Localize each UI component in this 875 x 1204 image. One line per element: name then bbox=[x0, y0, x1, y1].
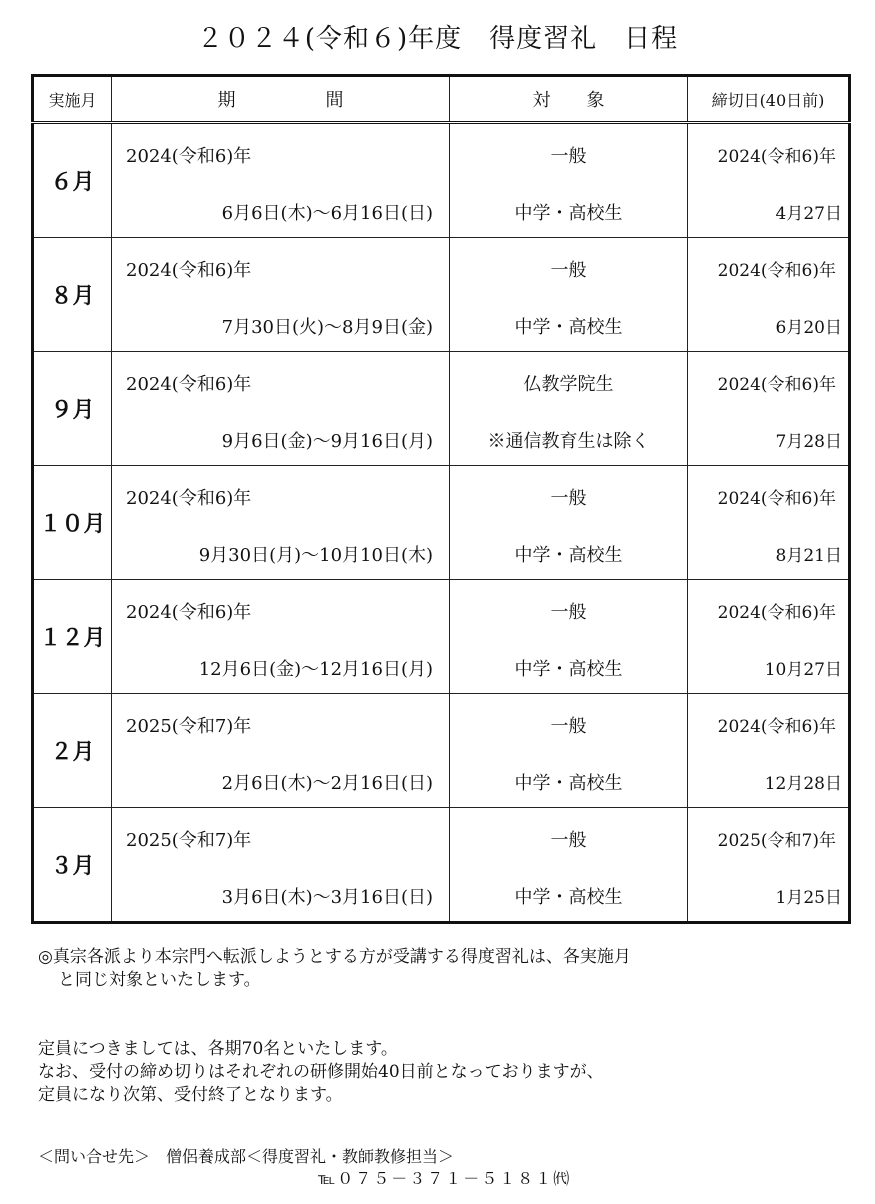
cell-target bbox=[450, 694, 688, 808]
cell-target bbox=[450, 580, 688, 694]
target-secondary: 中学・高校生 bbox=[514, 317, 623, 338]
deadline-date: 12月28日 bbox=[764, 774, 842, 794]
header-period: 期 間 bbox=[112, 76, 450, 123]
cell-period bbox=[112, 352, 450, 466]
target-secondary: 中学・高校生 bbox=[514, 545, 623, 566]
cell-period bbox=[112, 580, 450, 694]
cell-target bbox=[450, 808, 688, 923]
cell-period bbox=[112, 694, 450, 808]
cell-deadline bbox=[688, 238, 850, 352]
deadline-date: 1月25日 bbox=[775, 888, 842, 908]
note-capacity-line3: 定員になり次第、受付終了となります。 bbox=[38, 1085, 343, 1105]
cell-period bbox=[112, 123, 450, 238]
deadline-date: 6月20日 bbox=[775, 318, 842, 338]
period-year: 2025(令和7)年 bbox=[126, 716, 252, 737]
note-capacity bbox=[38, 1038, 604, 1107]
deadline-date: 7月28日 bbox=[775, 432, 842, 452]
deadline-year: 2024(令和6)年 bbox=[717, 375, 836, 395]
cell-period bbox=[112, 466, 450, 580]
cell-period bbox=[112, 808, 450, 923]
period-year: 2024(令和6)年 bbox=[126, 260, 252, 281]
deadline-year: 2024(令和6)年 bbox=[717, 603, 836, 623]
target-primary: 仏教学院生 bbox=[523, 374, 614, 395]
period-range: 3月6日(木)～3月16日(日) bbox=[221, 887, 433, 908]
period-year: 2024(令和6)年 bbox=[126, 374, 252, 395]
deadline-date: 4月27日 bbox=[775, 204, 842, 224]
deadline-year: 2025(令和7)年 bbox=[717, 831, 836, 851]
cell-deadline bbox=[688, 352, 850, 466]
table-header-row bbox=[33, 76, 850, 123]
period-range: 9月6日(金)～9月16日(月) bbox=[221, 431, 433, 452]
period-year: 2024(令和6)年 bbox=[126, 602, 252, 623]
period-year: 2024(令和6)年 bbox=[126, 146, 252, 167]
header-target: 対 象 bbox=[450, 76, 688, 123]
cell-target bbox=[450, 123, 688, 238]
cell-deadline bbox=[688, 466, 850, 580]
target-secondary: 中学・高校生 bbox=[514, 887, 623, 908]
contact-info: ＜問い合せ先＞ 僧侶養成部＜得度習礼・教師教修担当＞ bbox=[38, 1147, 455, 1166]
cell-deadline bbox=[688, 580, 850, 694]
deadline-year: 2024(令和6)年 bbox=[717, 717, 836, 737]
cell-month: ８月 bbox=[33, 238, 112, 352]
deadline-date: 10月27日 bbox=[764, 660, 842, 680]
note-transfer-line1: ◎真宗各派より本宗門へ転派しようとする方が受講する得度習礼は、各実施月 bbox=[38, 947, 631, 967]
cell-month: ３月 bbox=[33, 808, 112, 923]
period-range: 12月6日(金)～12月16日(月) bbox=[198, 659, 433, 680]
period-range: 6月6日(木)～6月16日(日) bbox=[221, 203, 433, 224]
cell-month: ２月 bbox=[33, 694, 112, 808]
schedule-table bbox=[31, 74, 851, 924]
table-row bbox=[33, 580, 850, 694]
period-range: 7月30日(火)～8月9日(金) bbox=[221, 317, 433, 338]
header-month: 実施月 bbox=[33, 76, 112, 123]
target-primary: 一般 bbox=[550, 602, 587, 623]
deadline-year: 2024(令和6)年 bbox=[717, 489, 836, 509]
target-primary: 一般 bbox=[550, 716, 587, 737]
cell-target bbox=[450, 352, 688, 466]
target-secondary: 中学・高校生 bbox=[514, 773, 623, 794]
target-secondary: ※通信教育生は除く bbox=[487, 431, 650, 452]
note-capacity-line2: なお、受付の締め切りはそれぞれの研修開始40日前となっておりますが、 bbox=[38, 1062, 604, 1082]
cell-deadline bbox=[688, 123, 850, 238]
cell-target bbox=[450, 238, 688, 352]
deadline-date: 8月21日 bbox=[775, 546, 842, 566]
note-transfer-line2: と同じ対象といたします。 bbox=[58, 970, 261, 990]
table-row bbox=[33, 123, 850, 238]
header-deadline: 締切日(40日前) bbox=[688, 76, 850, 123]
target-primary: 一般 bbox=[550, 260, 587, 281]
cell-month: １２月 bbox=[33, 580, 112, 694]
target-primary: 一般 bbox=[550, 488, 587, 509]
cell-deadline bbox=[688, 694, 850, 808]
cell-period bbox=[112, 238, 450, 352]
note-transfer bbox=[38, 946, 631, 992]
note-capacity-line1: 定員につきましては、各期70名といたします。 bbox=[38, 1039, 398, 1059]
period-range: 9月30日(月)～10月10日(木) bbox=[198, 545, 433, 566]
table-row bbox=[33, 238, 850, 352]
target-primary: 一般 bbox=[550, 146, 587, 167]
target-secondary: 中学・高校生 bbox=[514, 203, 623, 224]
target-primary: 一般 bbox=[550, 830, 587, 851]
table-row bbox=[33, 694, 850, 808]
cell-target bbox=[450, 466, 688, 580]
period-year: 2025(令和7)年 bbox=[126, 830, 252, 851]
page-title: ２０２４(令和６)年度 得度習礼 日程 bbox=[196, 24, 679, 54]
cell-month: ９月 bbox=[33, 352, 112, 466]
table-row bbox=[33, 352, 850, 466]
table-row bbox=[33, 466, 850, 580]
cell-month: １０月 bbox=[33, 466, 112, 580]
period-range: 2月6日(木)～2月16日(日) bbox=[221, 773, 433, 794]
cell-month: ６月 bbox=[33, 123, 112, 238]
table-row bbox=[33, 808, 850, 923]
period-year: 2024(令和6)年 bbox=[126, 488, 252, 509]
cell-deadline bbox=[688, 808, 850, 923]
deadline-year: 2024(令和6)年 bbox=[717, 261, 836, 281]
target-secondary: 中学・高校生 bbox=[514, 659, 623, 680]
deadline-year: 2024(令和6)年 bbox=[717, 147, 836, 167]
contact-phone: ℡０７５－３７１－５１８１㈹ bbox=[318, 1169, 572, 1188]
